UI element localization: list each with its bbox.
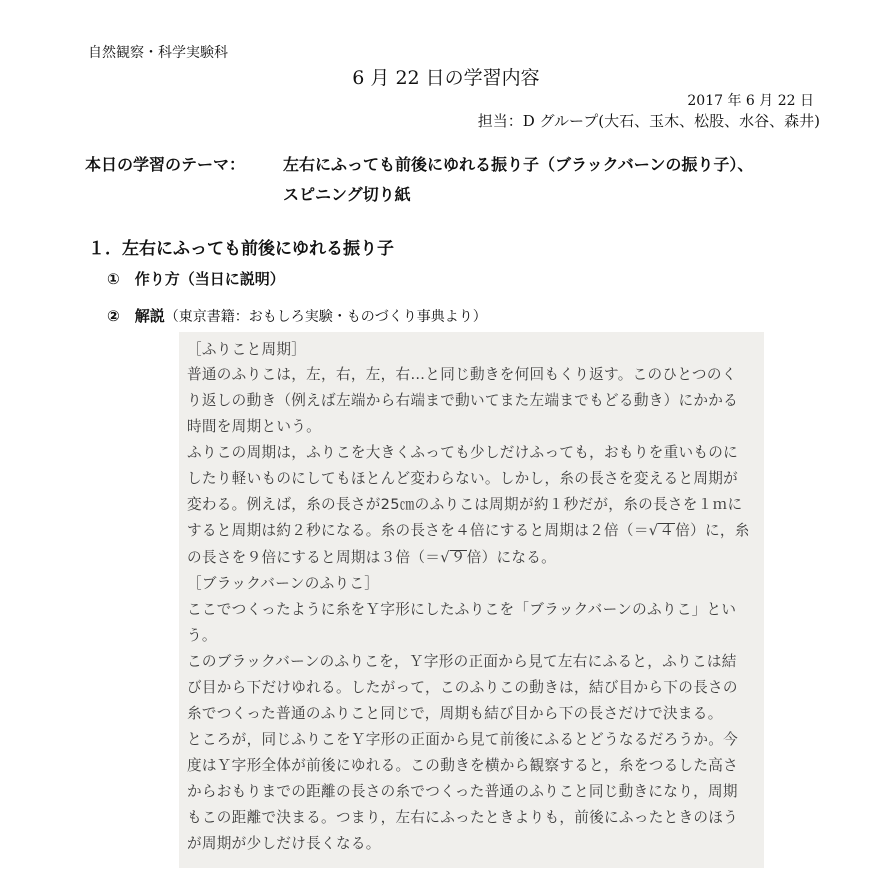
excerpt-line: ところが，同じふりこをＹ字形の正面から見て前後にふるとどうなるだろうか。今 [187,731,739,748]
item-how-to-make: ① 作り方（当日に説明） [107,270,285,288]
excerpt-line: ［ふりこと周期］ [187,341,307,358]
theme-line-2: スピニング切り紙 [283,185,411,204]
excerpt-text: 倍）に，糸 [675,522,750,539]
item-explanation-label: ② 解説 [107,307,165,325]
theme-line-1: 左右にふっても前後にゆれる振り子（ブラックバーンの振り子）、 [283,155,754,174]
sqrt-radicand: ９ [450,549,466,566]
page-title: 6 月 22 日の学習内容 [352,67,540,89]
staff-line: 担当：D グループ(大石、玉木、松股、水谷、森井) [477,112,820,130]
date-line: 2017 年 6 月 22 日 [687,93,814,109]
excerpt-line: このブラックバーンのふりこを，Ｙ字形の正面から見て左右にふると，ふりこは結 [187,653,737,670]
excerpt-line: ［ブラックバーンのふりこ］ [187,575,380,592]
excerpt-text: 倍）になる。 [466,549,557,566]
excerpt-line: もこの距離で決まる。つまり，左右にふったときよりも，前後にふったときのほう [187,809,739,826]
excerpt-text: すると周期は約２秒になる。糸の長さを４倍にすると周期は２倍（＝√ [187,522,659,539]
department-label: 自然観察・科学実験科 [88,45,228,61]
excerpt-line [187,546,556,567]
theme-label: 本日の学習のテーマ： [85,155,246,174]
excerpt-line: ここでつくったように糸をＹ字形にしたふりこを「ブラックバーンのふりこ」とい [187,601,737,618]
excerpt-line: 普通のふりこは，左，右，左，右…と同じ動きを何回もくり返す。このひとつのく [187,366,737,383]
excerpt-line: が周期が少しだけ長くなる。 [187,835,381,852]
section-heading: １．左右にふっても前後にゆれる振り子 [88,239,394,259]
excerpt-text: の長さを９倍にすると周期は３倍（＝√ [187,549,450,566]
item-explanation [107,305,487,326]
item-explanation-source: （東京書籍：おもしろ実験・ものづくり事典より） [164,309,487,325]
scanned-excerpt [179,332,764,868]
excerpt-line: したり軽いものにしてもほとんど変わらない。しかし，糸の長さを変えると周期が [187,470,739,487]
sqrt-radicand: ４ [659,522,675,539]
excerpt-line: 時間を周期という。 [187,418,322,435]
excerpt-line: からおもりまでの距離の長さの糸でつくった普通のふりこと同じ動きになり，周期 [187,783,738,800]
excerpt-line: 度はＹ字形全体が前後にゆれる。この動きを横から観察すると，糸をつるした高さ [187,757,739,774]
excerpt-line: 糸でつくった普通のふりこと同じで，周期も結び目から下の長さだけで決まる。 [187,705,723,722]
excerpt-line: り返しの動き（例えば左端から右端まで動いてまた左端までもどる動き）にかかる [187,392,739,409]
excerpt-line: 変わる。例えば，糸の長さが25㎝のふりこは周期が約１秒だが，糸の長さを１ｍに [187,496,743,513]
excerpt-line: う。 [187,627,217,644]
excerpt-line: び目から下だけゆれる。したがって，このふりこの動きは，結び目から下の長さの [187,679,738,696]
excerpt-line [187,519,750,540]
excerpt-line: ふりこの周期は，ふりこを大きくふっても少しだけふっても，おもりを重いものに [187,444,739,461]
